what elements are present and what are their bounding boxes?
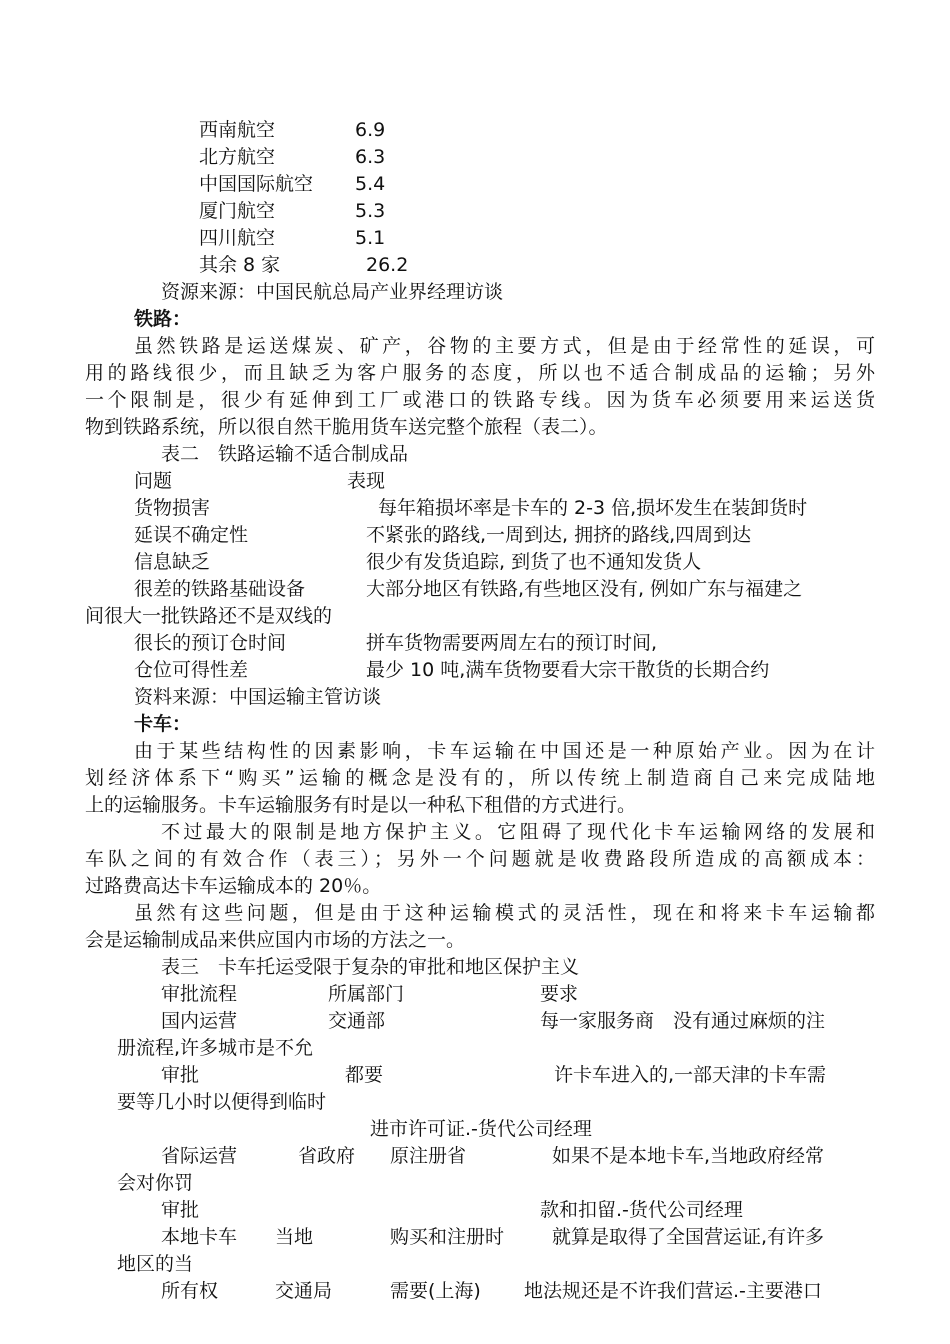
airline-value: 6.3: [355, 146, 386, 168]
rail-paragraph-line: 用的路线很少，而且缺乏为客户服务的态度，所以也不适合制成品的运输；另外: [85, 362, 875, 384]
truck-paragraph-line: 会是运输制成品来供应国内市场的方法之一。: [85, 929, 466, 951]
truck-col-flow: 审批流程: [161, 983, 238, 1005]
rail-row-problem: 延误不确定性: [134, 524, 249, 546]
rail-paragraph-line: 物到铁路系统，所以很自然干脆用货车送完整个旅程（表二）。: [85, 416, 608, 438]
airline-source: 资源来源：中国民航总局产业界经理访谈: [161, 281, 504, 303]
airline-name: 四川航空: [199, 227, 276, 249]
truck-paragraph-line: 车队之间的有效合作（表三）；另外一个问题就是收费路段所造成的高额成本：: [85, 848, 875, 870]
truck-cell: 审批: [161, 1064, 200, 1086]
truck-paragraph-line: 由于某些结构性的因素影响，卡车运输在中国还是一种原始产业。因为在计: [134, 740, 875, 762]
rail-row-problem: 信息缺乏: [134, 551, 211, 573]
truck-paragraph-line: 虽然有这些问题，但是由于这种运输模式的灵活性，现在和将来卡车运输都: [134, 902, 875, 924]
airline-value: 6.9: [355, 119, 386, 141]
truck-cell: 都要: [345, 1064, 384, 1086]
truck-cell: 所有权: [161, 1280, 219, 1302]
airline-name: 西南航空: [199, 119, 276, 141]
truck-cell: 原注册省: [390, 1145, 467, 1167]
truck-col-dept: 所属部门: [328, 983, 405, 1005]
truck-cell-continuation: 要等几小时以便得到临时: [117, 1091, 327, 1113]
truck-paragraph-line: 划经济体系下“购买”运输的概念是没有的，所以传统上制造商自己来完成陆地: [85, 767, 875, 789]
truck-table-title: 表三 卡车托运受限于复杂的审批和地区保护主义: [161, 956, 580, 978]
truck-cell: 如果不是本地卡车,当地政府经常: [552, 1145, 825, 1167]
rail-paragraph-line: 一个限制是，很少有延伸到工厂或港口的铁路专线。因为货车必须要用来运送货: [85, 389, 875, 411]
truck-cell: 本地卡车: [161, 1226, 238, 1248]
rail-row-problem: 货物损害: [134, 497, 211, 519]
rail-col-show: 表现: [347, 470, 386, 492]
rail-row-show: 拼车货物需要两周左右的预订时间,: [366, 632, 658, 654]
rail-row-continuation: 间很大一批铁路还不是双线的: [85, 605, 333, 627]
airline-value: 5.3: [355, 200, 386, 222]
airline-value: 26.2: [366, 254, 409, 276]
airline-name: 其余 8 家: [199, 254, 281, 276]
rail-row-show: 很少有发货追踪, 到货了也不通知发货人: [366, 551, 702, 573]
truck-col-req: 要求: [540, 983, 579, 1005]
truck-cell: 就算是取得了全国营运证,有许多: [552, 1226, 825, 1248]
rail-row-problem: 仓位可得性差: [134, 659, 249, 681]
truck-cell-continuation: 册流程,许多城市是不允: [117, 1037, 314, 1059]
truck-paragraph-line: 上的运输服务。卡车运输服务有时是以一种私下租借的方式进行。: [85, 794, 637, 816]
rail-col-problem: 问题: [134, 470, 173, 492]
rail-row-problem: 很长的预订仓时间: [134, 632, 287, 654]
airline-value: 5.4: [355, 173, 386, 195]
truck-cell: 款和扣留.-货代公司经理: [540, 1199, 743, 1221]
rail-paragraph-line: 虽然铁路是运送煤炭、矿产，谷物的主要方式，但是由于经常性的延误，可: [134, 335, 875, 357]
truck-cell-continuation: 地区的当: [117, 1253, 194, 1275]
rail-table-title: 表二 铁路运输不适合制成品: [161, 443, 409, 465]
truck-paragraph-line: 不过最大的限制是地方保护主义。它阻碍了现代化卡车运输网络的发展和: [161, 821, 875, 843]
truck-cell-continuation: 进市许可证.-货代公司经理: [370, 1118, 592, 1140]
truck-heading: 卡车：: [134, 713, 192, 735]
truck-cell: 交通部: [328, 1010, 386, 1032]
truck-cell-continuation: 会对你罚: [117, 1172, 194, 1194]
rail-row-show: 大部分地区有铁路,有些地区没有, 例如广东与福建之: [366, 578, 803, 600]
rail-row-show: 不紧张的路线,一周到达, 拥挤的路线,四周到达: [366, 524, 752, 546]
truck-cell: 审批: [161, 1199, 200, 1221]
truck-cell: 需要(上海): [390, 1280, 481, 1302]
rail-row-show: 最少 10 吨,满车货物要看大宗干散货的长期合约: [366, 659, 770, 681]
truck-cell: 许卡车进入的,一部天津的卡车需: [554, 1064, 827, 1086]
airline-name: 北方航空: [199, 146, 276, 168]
truck-cell: 国内运营: [161, 1010, 238, 1032]
airline-value: 5.1: [355, 227, 386, 249]
truck-cell: 省际运营: [161, 1145, 238, 1167]
truck-cell: 购买和注册时: [390, 1226, 505, 1248]
truck-paragraph-line: 过路费高达卡车运输成本的 20％。: [85, 875, 382, 897]
truck-cell: 省政府: [298, 1145, 356, 1167]
truck-cell: 交通局: [275, 1280, 333, 1302]
rail-source: 资料来源：中国运输主管访谈: [134, 686, 382, 708]
rail-row-problem: 很差的铁路基础设备: [134, 578, 306, 600]
truck-cell: 当地: [275, 1226, 314, 1248]
airline-name: 厦门航空: [199, 200, 276, 222]
truck-cell: 地法规还是不许我们营运.-主要港口: [524, 1280, 822, 1302]
airline-name: 中国国际航空: [199, 173, 314, 195]
rail-row-show: 每年箱损坏率是卡车的 2-3 倍,损坏发生在装卸货时: [378, 497, 808, 519]
rail-heading: 铁路：: [134, 308, 192, 330]
truck-cell: 每一家服务商 没有通过麻烦的注: [540, 1010, 826, 1032]
